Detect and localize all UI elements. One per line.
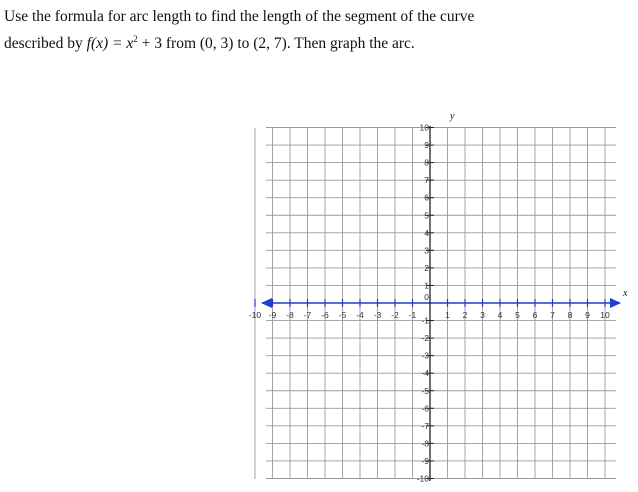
x-tick-label: 3 [480,310,485,320]
y-tick-label: -2 [421,333,429,344]
axes [255,126,621,481]
x-tick-label: 10 [600,310,610,320]
x-tick-label: -4 [356,310,364,320]
y-tick-label: -3 [421,350,429,361]
tick-labels [249,111,628,484]
y-tick-label: 5 [424,210,429,221]
y-tick-label: 3 [424,245,429,256]
x-tick-label: -3 [373,310,382,320]
y-tick-label: -6 [421,403,429,414]
x-tick-label: -9 [268,310,277,320]
x-tick-label: -1 [408,310,417,320]
x-axis-arrow-right [610,298,621,308]
x-tick-label: -8 [286,310,294,320]
x-tick-label: -10 [248,310,262,320]
x-tick-label: 7 [550,310,555,320]
y-tick-label: 9 [424,140,429,151]
y-tick-label: -9 [421,455,429,466]
x-tick-label: 1 [445,310,450,320]
x-tick-label: -6 [321,310,329,320]
x-tick-label: -2 [391,310,399,320]
y-axis-label: y [450,111,455,122]
function-rhs: + 3 [137,35,162,52]
x-tick-label: 4 [497,310,503,320]
y-tick-label: -8 [421,438,429,449]
y-tick-label: 10 [419,122,429,133]
y-tick-label: -10 [416,473,429,484]
y-tick-label: 6 [424,192,429,203]
x-tick-label: 6 [532,310,538,320]
x-tick-label: 8 [567,310,573,320]
x-axis-arrow-left [261,298,272,308]
problem-line-1: Use the formula for arc length to find the length of the segment of the curve [4,8,475,25]
y-tick-label: 2 [424,262,429,273]
y-tick-label: 7 [424,175,429,186]
x-tick-label: 5 [515,310,520,320]
x-tick-label: 9 [585,310,590,320]
y-tick-label: -4 [421,368,429,379]
y-tick-label: 1 [424,280,429,291]
y-tick-label: 4 [424,227,429,238]
x-tick-label: -7 [303,310,312,320]
y-tick-label: -1 [421,315,429,326]
x-tick-label: 2 [462,310,468,320]
problem-line-2-suffix: from (0, 3) to (2, 7). Then graph the arc. [162,35,415,52]
y-tick-label: -7 [421,420,429,431]
function-exponent: 2 [133,34,138,44]
x-axis-label: x [623,288,628,299]
problem-line-2-prefix: described by [4,35,87,52]
function-lhs: f(x) = x [86,35,134,52]
y-tick-label: -5 [421,385,429,396]
y-tick-label: 8 [424,157,429,168]
origin-label: 0 [424,292,429,302]
x-tick-label: -5 [338,310,347,320]
